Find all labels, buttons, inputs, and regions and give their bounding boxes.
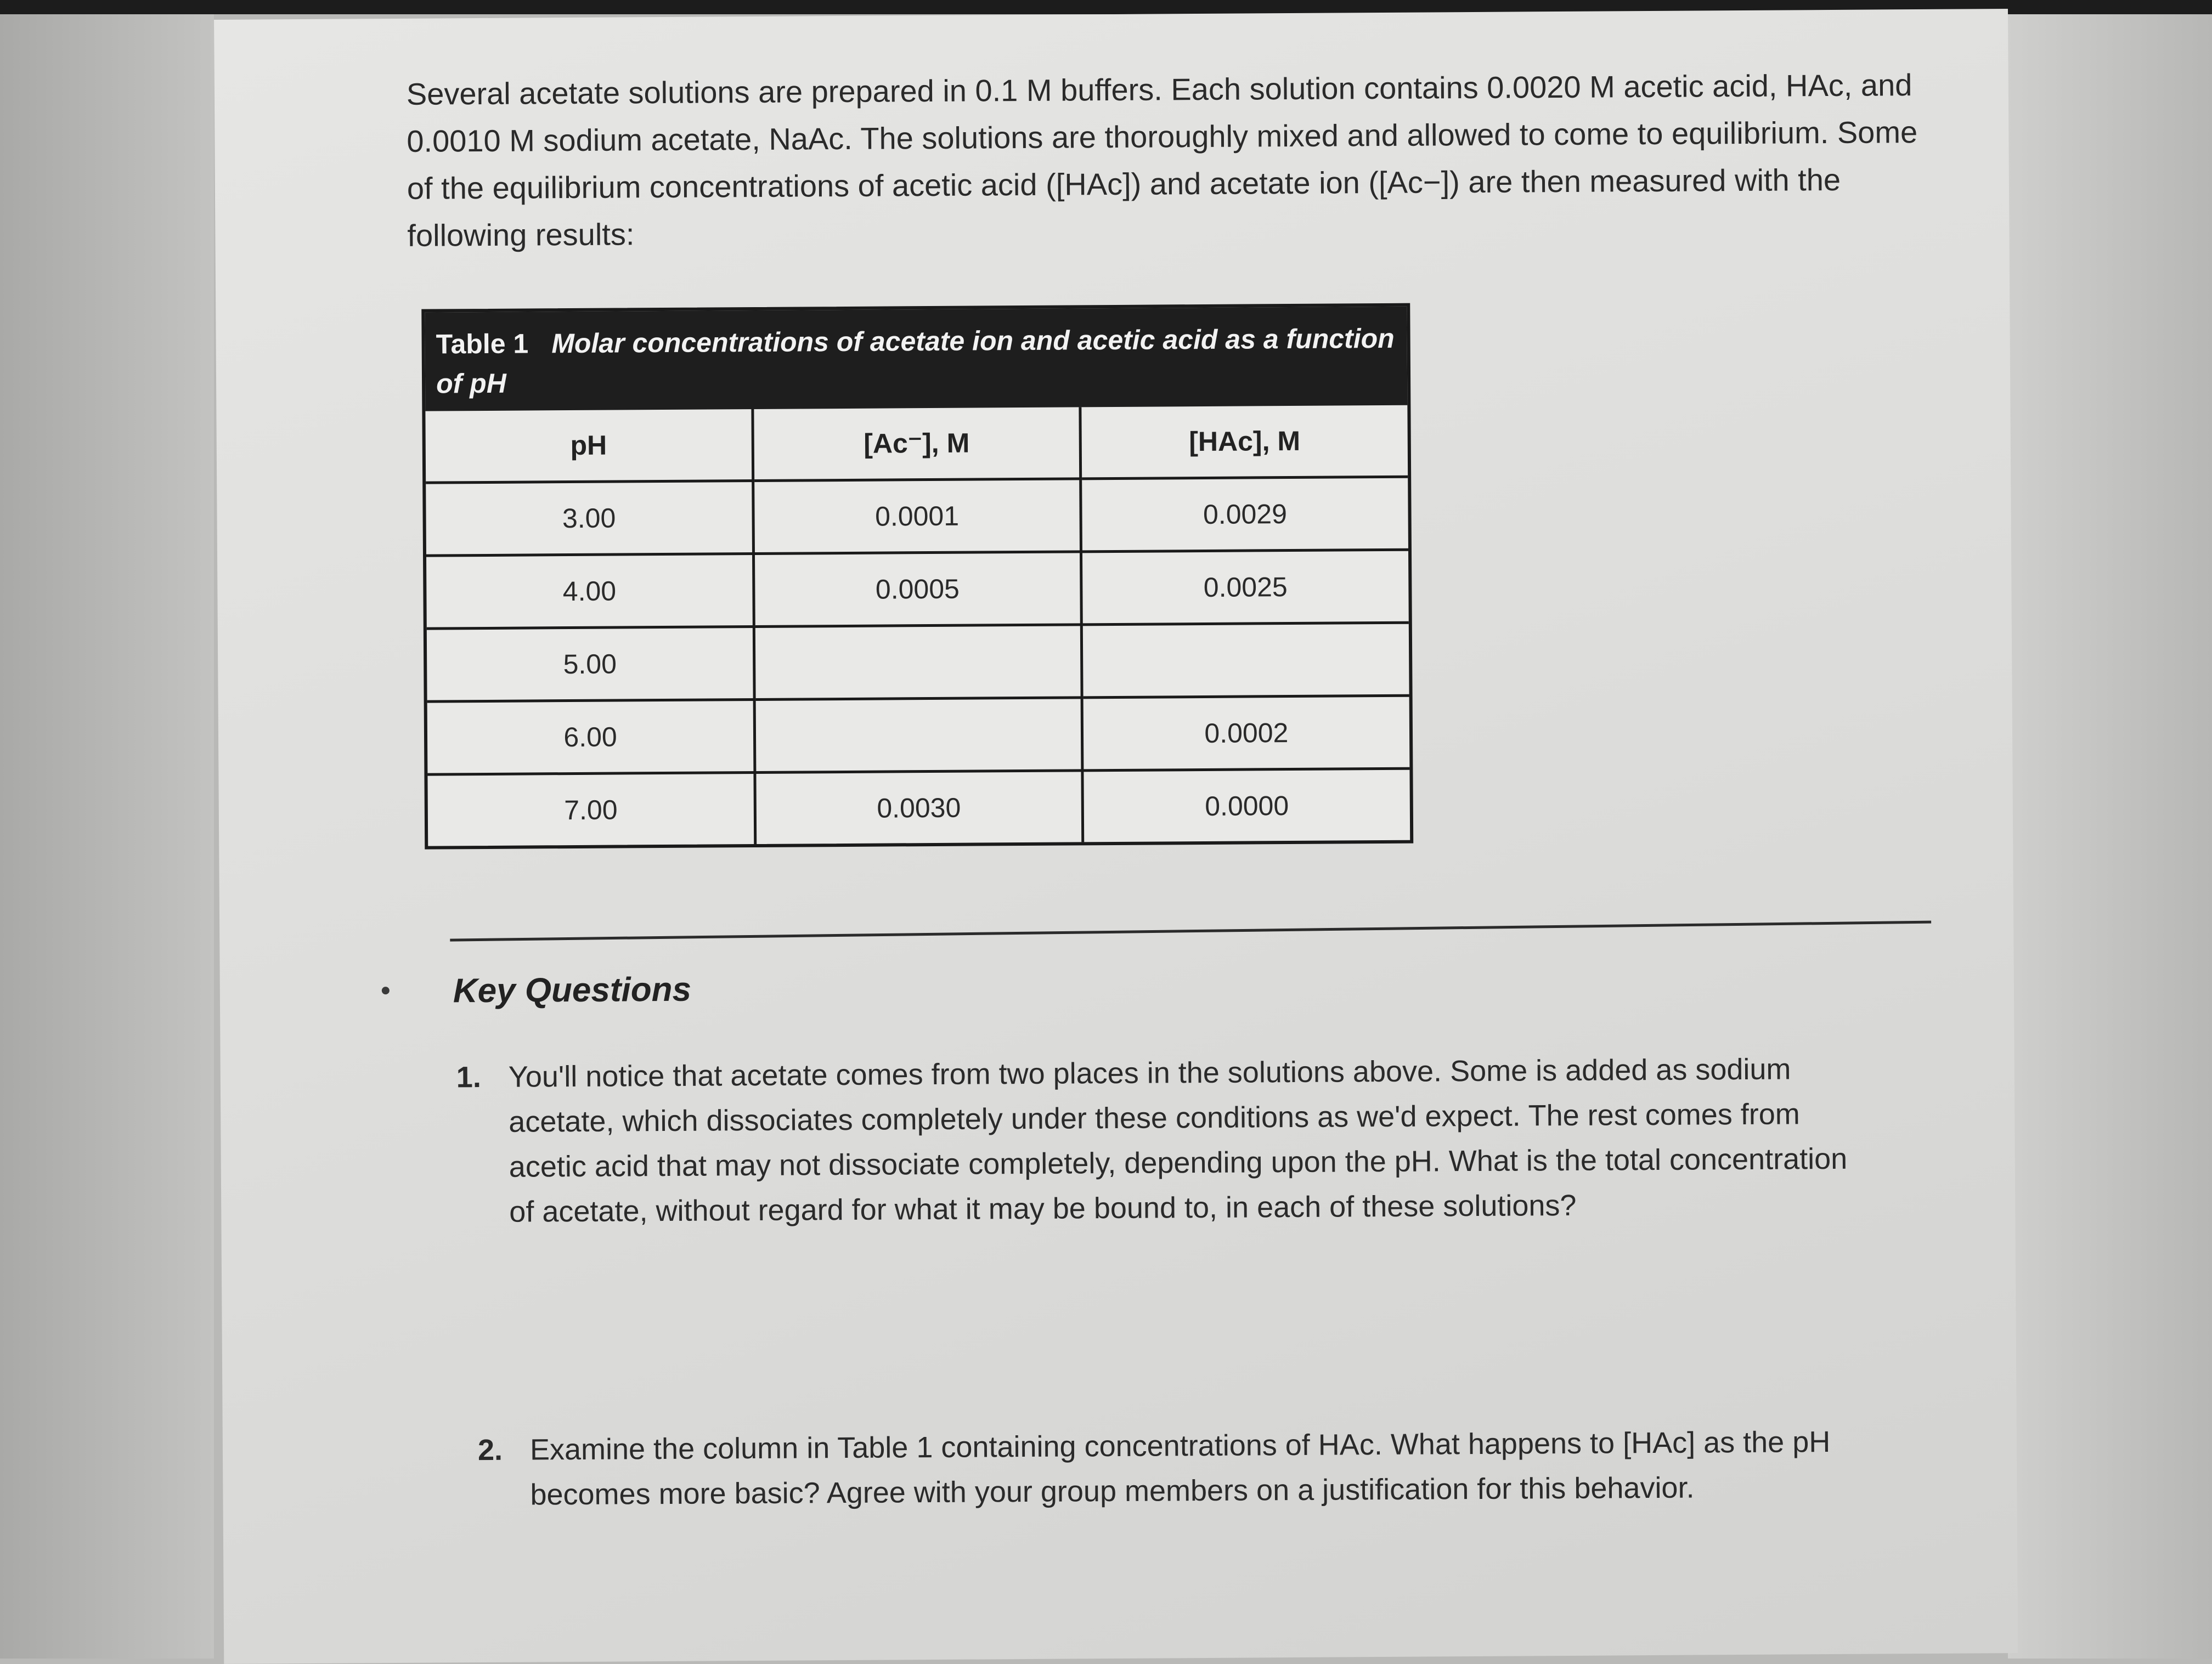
table-header-row xyxy=(425,405,1408,483)
cell-acetic-acid: 0.0025 xyxy=(1081,550,1408,625)
column-header-acetic-acid: [HAc], M xyxy=(1080,405,1408,479)
question-2 xyxy=(477,1419,1897,1517)
intro-paragraph: Several acetate solutions are prepared in 0.1 M buffers. Each solution contains 0.0020 M acetic acid, HAc, and 0.0010 M sodium acetate, NaAc. The solutions are thoroughly mixed and allowed to come to equilibrium. Some of the equilibrium concentrations of acetic acid ([HAc]) and acetate ion ([Ac−]) are then measured with the following results: xyxy=(406,67,1918,253)
table-row xyxy=(426,477,1408,556)
table-row xyxy=(427,622,1409,701)
table-row xyxy=(426,550,1409,629)
table-row xyxy=(427,768,1410,846)
question-number: 2. xyxy=(477,1433,503,1467)
cell-acetate: 0.0030 xyxy=(755,771,1082,844)
cell-acetate: 0.0005 xyxy=(754,552,1081,627)
data-table-block xyxy=(421,303,1413,850)
cell-acetate: 0.0001 xyxy=(753,479,1081,554)
table-title: Molar concentrations of acetate ion and acetic acid as a function of pH xyxy=(436,322,1395,399)
question-1 xyxy=(456,1046,1876,1235)
cell-ph: 4.00 xyxy=(426,553,754,629)
column-header-ph: pH xyxy=(425,409,753,483)
margin-dot xyxy=(382,987,390,994)
cell-acetate xyxy=(754,698,1082,773)
concentration-table xyxy=(425,405,1410,846)
table-label: Table 1 xyxy=(436,328,529,360)
column-header-acetate: [Ac⁻], M xyxy=(753,407,1080,480)
cell-acetic-acid: 0.0000 xyxy=(1082,768,1410,842)
question-text: Examine the column in Table 1 containing concentrations of HAc. What happens to [HAc] as the pH becomes more basic? Agree with your group members on a justification for this behavior. xyxy=(529,1425,1831,1512)
cell-ph: 6.00 xyxy=(427,699,755,774)
cell-ph: 7.00 xyxy=(427,772,755,846)
worksheet-page xyxy=(214,9,2018,1664)
background-right xyxy=(2008,14,2212,1659)
key-questions-heading: Key Questions xyxy=(453,970,692,1010)
question-number: 1. xyxy=(456,1061,482,1094)
table-caption xyxy=(425,307,1407,411)
background-left xyxy=(0,14,214,1659)
question-text: You'll notice that acetate comes from two places in the solutions above. Some is added as sodium acetate, which dissociates completely under these conditions as we'd expect. The rest comes from acetic acid that may not dissociate completely, depending upon the pH. What is the total concentration of acetate, without regard for what it may be bound to, in each of these solutions? xyxy=(508,1052,1848,1229)
cell-acetic-acid: 0.0029 xyxy=(1080,477,1408,552)
cell-acetic-acid xyxy=(1081,622,1409,698)
cell-ph: 5.00 xyxy=(427,626,754,701)
table-row xyxy=(427,695,1410,774)
section-divider xyxy=(450,921,1931,942)
cell-acetic-acid: 0.0002 xyxy=(1082,695,1409,771)
cell-ph: 3.00 xyxy=(426,480,753,556)
cell-acetate xyxy=(754,625,1081,700)
